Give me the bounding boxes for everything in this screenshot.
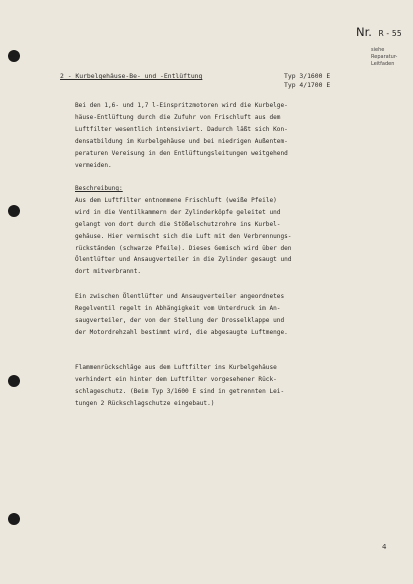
text-line: wird in die Ventilkammern der Zylinderköpfe geleitet und — [75, 208, 281, 216]
text-line: schlageschutz. (Beim Typ 3/1600 E sind in getrennten Lei- — [75, 387, 285, 395]
control-valve-paragraph — [75, 291, 360, 339]
text-line: Regelventil regelt in Abhängigkeit vom Unterdruck im An- — [75, 304, 281, 312]
text-line: saugverteiler, der von der Stellung der Drosselklappe und — [75, 316, 285, 324]
text-line: peraturen Vereisung in den Entlüftungsleitungen weitgehend — [75, 149, 288, 157]
vehicle-types — [284, 72, 330, 90]
side-note — [371, 47, 411, 68]
flashback-paragraph — [75, 362, 360, 410]
text-line: verhindert ein hinter dem Luftfilter vorgesehener Rück- — [75, 375, 277, 383]
document-number-label: Nr. — [356, 25, 372, 39]
punch-hole-4 — [8, 513, 20, 525]
text-line: Luftfilter wesentlich intensiviert. Dadurch läßt sich Kon- — [75, 125, 288, 133]
page-number: 4 — [382, 543, 387, 551]
text-line: Flammenrückschläge aus dem Luftfilter ins Kurbelgehäuse — [75, 364, 277, 371]
punch-hole-1 — [8, 50, 20, 62]
vehicle-type: Typ 4/1700 E — [284, 81, 331, 89]
document-number-value: R - 55 — [378, 29, 402, 38]
text-line: der Motordrehzahl bestimmt wird, die abgesaugte Luftmenge. — [75, 328, 288, 336]
text-line: vermeiden. — [75, 161, 112, 169]
document-number — [356, 25, 402, 39]
text-line: dort mitverbrannt. — [75, 268, 142, 276]
intro-paragraph — [75, 100, 360, 171]
text-line: gehäuse. Hier vermischt sich die Luft mit den Verbrennungs- — [75, 232, 292, 240]
side-note-line: siehe — [371, 47, 385, 53]
vehicle-type: Typ 3/1600 E — [284, 72, 331, 80]
text-line: rückständen (schwarze Pfeile). Dieses Gemisch wird über den — [75, 244, 292, 252]
description-heading: Beschreibung: — [75, 185, 123, 192]
text-line: Aus dem Luftfilter entnommene Frischluft (weiße Pfeile) — [75, 196, 277, 204]
text-line: Ölentlüfter und Ansaugverteiler in die Zylinder gesaugt und — [75, 256, 292, 264]
side-note-line: Reparatur- — [371, 54, 398, 60]
side-note-line: Leitfaden — [371, 61, 395, 67]
text-line: gelangt von dort durch die Stößelschutzrohre ins Kurbel- — [75, 220, 281, 228]
punch-hole-2 — [8, 205, 20, 217]
text-line: Ein zwischen Ölentlüfter und Ansaugverteiler angeordnetes — [75, 293, 285, 300]
description-paragraph — [75, 183, 360, 278]
text-line: densatbildung im Kurbelgehäuse und bei niedrigen Außentem- — [75, 137, 288, 145]
section-title: 2 - Kurbelgehäuse-Be- und -Entlüftung — [60, 72, 203, 80]
text-line: häuse-Entlüftung durch die Zufuhr von Frischluft aus dem — [75, 113, 281, 121]
punch-hole-3 — [8, 375, 20, 387]
text-line: tungen 2 Rückschlagschutze eingebaut.) — [75, 399, 215, 407]
text-line: Bei den 1,6- und 1,7 l-Einspritzmotoren wird die Kurbelge- — [75, 102, 288, 109]
